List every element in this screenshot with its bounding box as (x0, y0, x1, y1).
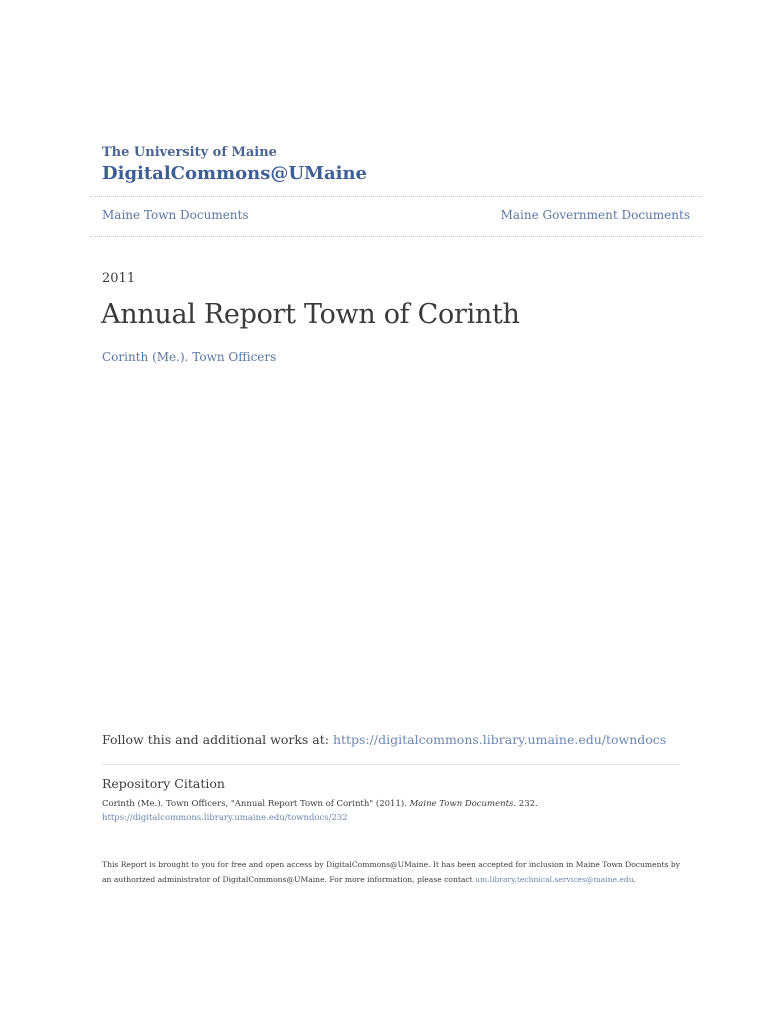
contact-email-link[interactable]: um.library.technical.services@maine.edu (475, 875, 634, 884)
citation-url-link[interactable]: https://digitalcommons.library.umaine.edu/towndocs/232 (102, 813, 348, 823)
citation-line (102, 797, 538, 811)
collections-divider (90, 236, 702, 237)
towndocs-link[interactable]: https://digitalcommons.library.umaine.edu/towndocs (332, 732, 667, 747)
header-divider (90, 196, 702, 197)
follow-prefix: Follow this and additional works at: (102, 732, 333, 747)
maine-town-documents-link[interactable]: Maine Town Documents (102, 208, 249, 222)
citation-block (102, 797, 538, 825)
repository-header (102, 145, 702, 185)
document-year: 2011 (102, 271, 136, 286)
repository-name[interactable]: DigitalCommons@UMaine (102, 163, 367, 184)
document-author[interactable]: Corinth (Me.). Town Officers (102, 350, 277, 364)
citation-divider (102, 764, 680, 765)
citation-text: Corinth (Me.). Town Officers, "Annual Report Town of Corinth" (2011). (102, 799, 410, 809)
notice-line-1: This Report is brought to you for free and open access by DigitalCommons@UMaine. It has been accepted for inclusion in Maine Town Documents by (102, 860, 681, 869)
repository-citation-heading: Repository Citation (102, 776, 225, 791)
citation-series: Maine Town Documents (409, 799, 514, 809)
notice-line-2-end: . (633, 875, 637, 884)
document-title: Annual Report Town of Corinth (101, 299, 520, 330)
notice-line-2 (102, 872, 682, 887)
citation-number: . 232. (513, 799, 538, 809)
follow-line (102, 732, 666, 747)
access-notice (102, 857, 682, 887)
maine-government-documents-link[interactable]: Maine Government Documents (500, 208, 690, 222)
collection-links (102, 208, 690, 222)
university-name: The University of Maine (102, 145, 277, 160)
notice-line-2-text: an authorized administrator of DigitalCommons@UMaine. For more information, please contact (102, 875, 476, 884)
